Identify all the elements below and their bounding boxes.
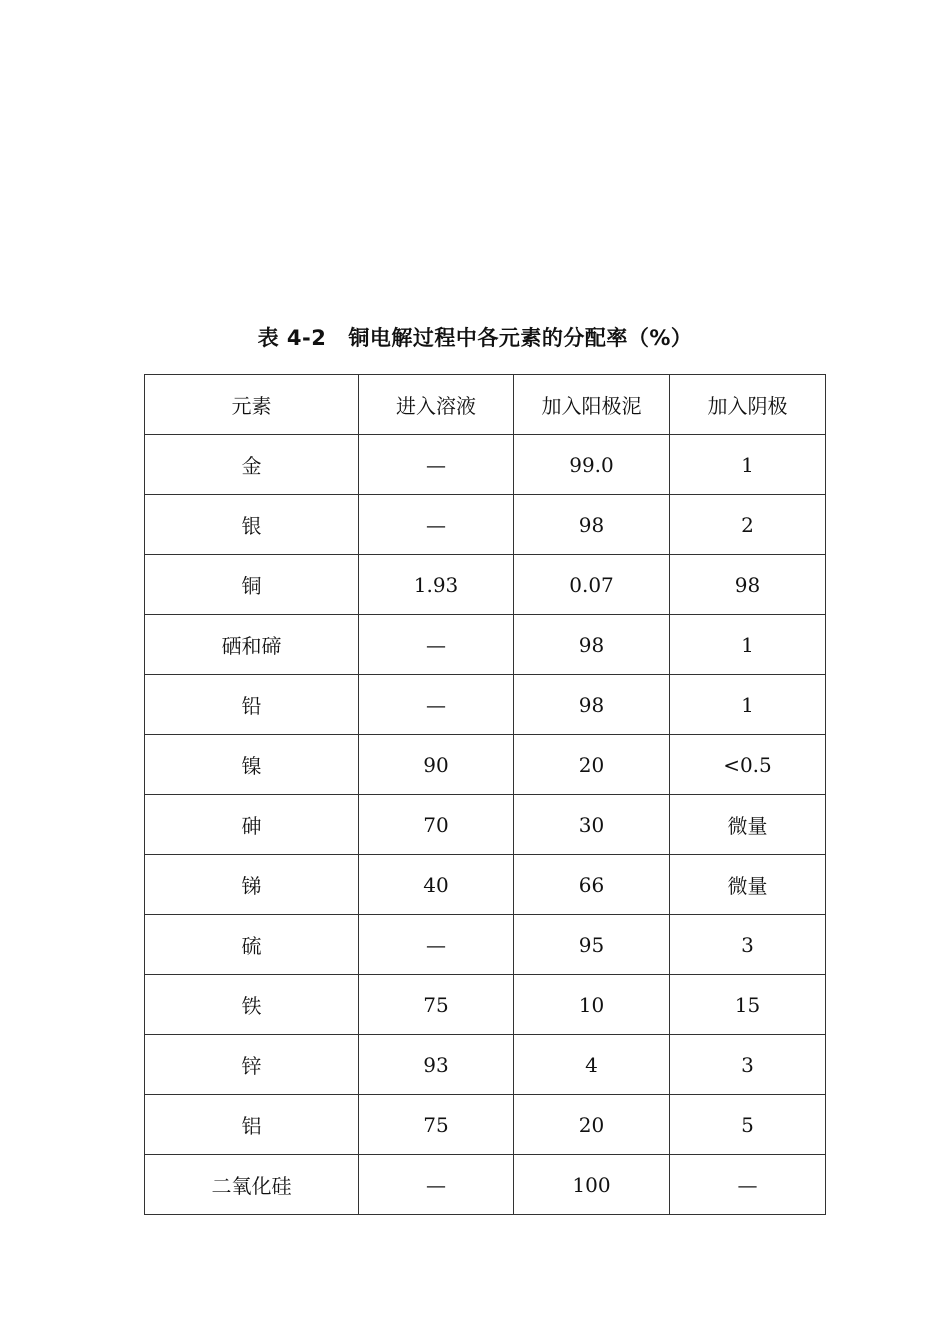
cell-element: 金: [145, 435, 359, 495]
table-row: [145, 495, 826, 555]
cell-cathode: 微量: [670, 795, 826, 855]
cell-element: 铝: [145, 1095, 359, 1155]
cell-cathode: 1: [670, 615, 826, 675]
header-into-anode-slime: 加入阳极泥: [514, 375, 670, 435]
cell-cathode: 2: [670, 495, 826, 555]
distribution-table: [144, 374, 826, 1215]
table-row: [145, 1095, 826, 1155]
cell-solution: 93: [359, 1035, 514, 1095]
cell-cathode: 微量: [670, 855, 826, 915]
cell-anode-slime: 98: [514, 675, 670, 735]
cell-element: 银: [145, 495, 359, 555]
cell-solution: —: [359, 1155, 514, 1215]
cell-element: 铅: [145, 675, 359, 735]
table-row: [145, 855, 826, 915]
cell-cathode: —: [670, 1155, 826, 1215]
table-row: [145, 675, 826, 735]
cell-cathode: 1: [670, 675, 826, 735]
table-row: [145, 1035, 826, 1095]
cell-solution: —: [359, 675, 514, 735]
table-number: 表 4-2: [257, 326, 327, 350]
cell-solution: —: [359, 435, 514, 495]
cell-anode-slime: 98: [514, 615, 670, 675]
cell-element: 二氧化硅: [145, 1155, 359, 1215]
cell-solution: 70: [359, 795, 514, 855]
cell-solution: 1.93: [359, 555, 514, 615]
cell-cathode: 1: [670, 435, 826, 495]
header-into-cathode: 加入阴极: [670, 375, 826, 435]
cell-element: 锌: [145, 1035, 359, 1095]
cell-anode-slime: 20: [514, 735, 670, 795]
cell-solution: 75: [359, 975, 514, 1035]
cell-anode-slime: 66: [514, 855, 670, 915]
table-caption: [0, 322, 950, 352]
cell-cathode: 15: [670, 975, 826, 1035]
table-title: 铜电解过程中各元素的分配率（%）: [348, 326, 693, 350]
table-row: [145, 915, 826, 975]
cell-element: 硒和碲: [145, 615, 359, 675]
table-row: [145, 975, 826, 1035]
header-row: [145, 375, 826, 435]
header-into-solution: 进入溶液: [359, 375, 514, 435]
table-row: [145, 795, 826, 855]
cell-element: 铁: [145, 975, 359, 1035]
cell-anode-slime: 20: [514, 1095, 670, 1155]
table-row: [145, 555, 826, 615]
cell-solution: 75: [359, 1095, 514, 1155]
cell-solution: —: [359, 615, 514, 675]
cell-element: 锑: [145, 855, 359, 915]
table-row: [145, 1155, 826, 1215]
cell-cathode: 98: [670, 555, 826, 615]
cell-element: 硫: [145, 915, 359, 975]
cell-anode-slime: 95: [514, 915, 670, 975]
table-row: [145, 435, 826, 495]
cell-anode-slime: 10: [514, 975, 670, 1035]
cell-anode-slime: 99.0: [514, 435, 670, 495]
cell-cathode: 3: [670, 1035, 826, 1095]
cell-element: 镍: [145, 735, 359, 795]
table-row: [145, 735, 826, 795]
cell-solution: —: [359, 915, 514, 975]
cell-anode-slime: 98: [514, 495, 670, 555]
table-row: [145, 615, 826, 675]
cell-anode-slime: 100: [514, 1155, 670, 1215]
cell-anode-slime: 30: [514, 795, 670, 855]
cell-cathode: 3: [670, 915, 826, 975]
cell-cathode: 5: [670, 1095, 826, 1155]
cell-element: 砷: [145, 795, 359, 855]
cell-solution: 90: [359, 735, 514, 795]
cell-cathode: <0.5: [670, 735, 826, 795]
cell-anode-slime: 4: [514, 1035, 670, 1095]
cell-solution: 40: [359, 855, 514, 915]
cell-element: 铜: [145, 555, 359, 615]
header-element: 元素: [145, 375, 359, 435]
cell-anode-slime: 0.07: [514, 555, 670, 615]
cell-solution: —: [359, 495, 514, 555]
